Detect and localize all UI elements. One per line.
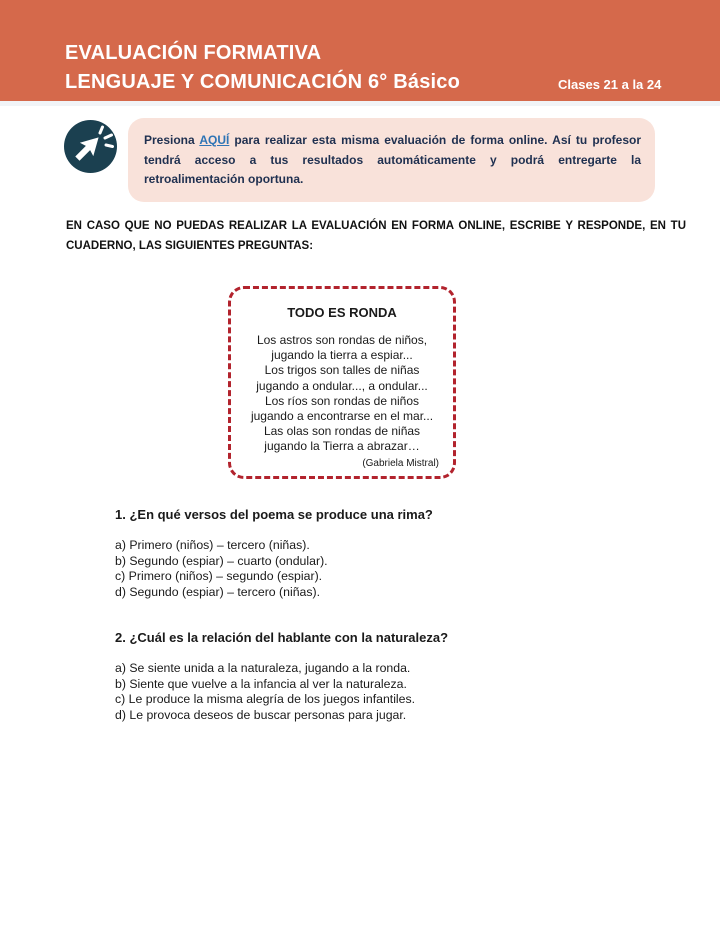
- online-notice-text: [144, 131, 641, 190]
- notice-text-before-link: Presiona: [144, 133, 200, 147]
- poem-line: Las olas son rondas de niñas: [263, 424, 421, 439]
- page-title: EVALUACIÓN FORMATIVA: [65, 42, 322, 64]
- question-2-option-d: d) Le provoca deseos de buscar personas para jugar.: [115, 707, 407, 722]
- online-evaluation-link[interactable]: AQUÍ: [199, 133, 230, 147]
- online-notice-box: [128, 118, 655, 202]
- header: [0, 0, 720, 101]
- poem-line: Los trigos son talles de niñas: [264, 363, 420, 378]
- question-1-heading: 1. ¿En qué versos del poema se produce una rima?: [115, 507, 433, 522]
- poem-line: jugando a encontrarse en el mar...: [250, 409, 434, 424]
- notice-text-after-link: para realizar esta misma evaluación de forma online. Así tu profesor tendrá acceso a tus resultados automáticamente y podrá entregarte la retroalimentación oportuna.: [144, 133, 642, 186]
- poem-line: Los astros son rondas de niños,: [256, 333, 428, 347]
- questions-section: [115, 507, 615, 723]
- offline-instructions-text: EN CASO QUE NO PUEDAS REALIZAR LA EVALUACIÓN EN FORMA ONLINE, ESCRIBE Y RESPONDE, EN TU CUADERNO, LAS SIGUIENTES PREGUNTAS:: [66, 220, 686, 252]
- poem-line: jugando la tierra a espiar...: [271, 348, 413, 363]
- question-2-option-a: a) Se siente unida a la naturaleza, jugando a la ronda.: [115, 661, 411, 675]
- question-2: [115, 630, 615, 723]
- classes-badge: Clases 21 a la 24: [558, 77, 662, 92]
- poem-box: [228, 286, 456, 479]
- cursor-click-icon: [64, 120, 117, 173]
- poem-line: jugando a ondular..., a ondular...: [256, 378, 428, 393]
- question-1: [115, 507, 615, 600]
- page-subtitle: LENGUAJE Y COMUNICACIÓN 6° Básico: [65, 71, 461, 93]
- poem-line: Los ríos son rondas de niños: [264, 393, 420, 408]
- question-1-option-b: b) Segundo (espiar) – cuarto (ondular).: [115, 553, 328, 568]
- question-1-option-c: c) Primero (niños) – segundo (espiar).: [115, 569, 323, 583]
- poem-line: jugando la Tierra a abrazar…: [264, 439, 420, 454]
- poem-author: (Gabriela Mistral): [362, 457, 439, 469]
- cursor-click-icon-glyph: [64, 120, 117, 173]
- question-1-option-d: d) Segundo (espiar) – tercero (niñas).: [115, 584, 321, 599]
- question-1-option-a: a) Primero (niños) – tercero (niñas).: [115, 538, 310, 552]
- header-divider: [0, 101, 720, 106]
- question-2-option-b: b) Siente que vuelve a la infancia al ver la naturaleza.: [115, 676, 407, 691]
- poem-title: TODO ES RONDA: [287, 305, 397, 320]
- question-2-option-c: c) Le produce la misma alegría de los juegos infantiles.: [115, 692, 416, 706]
- question-2-heading: 2. ¿Cuál es la relación del hablante con la naturaleza?: [115, 630, 449, 645]
